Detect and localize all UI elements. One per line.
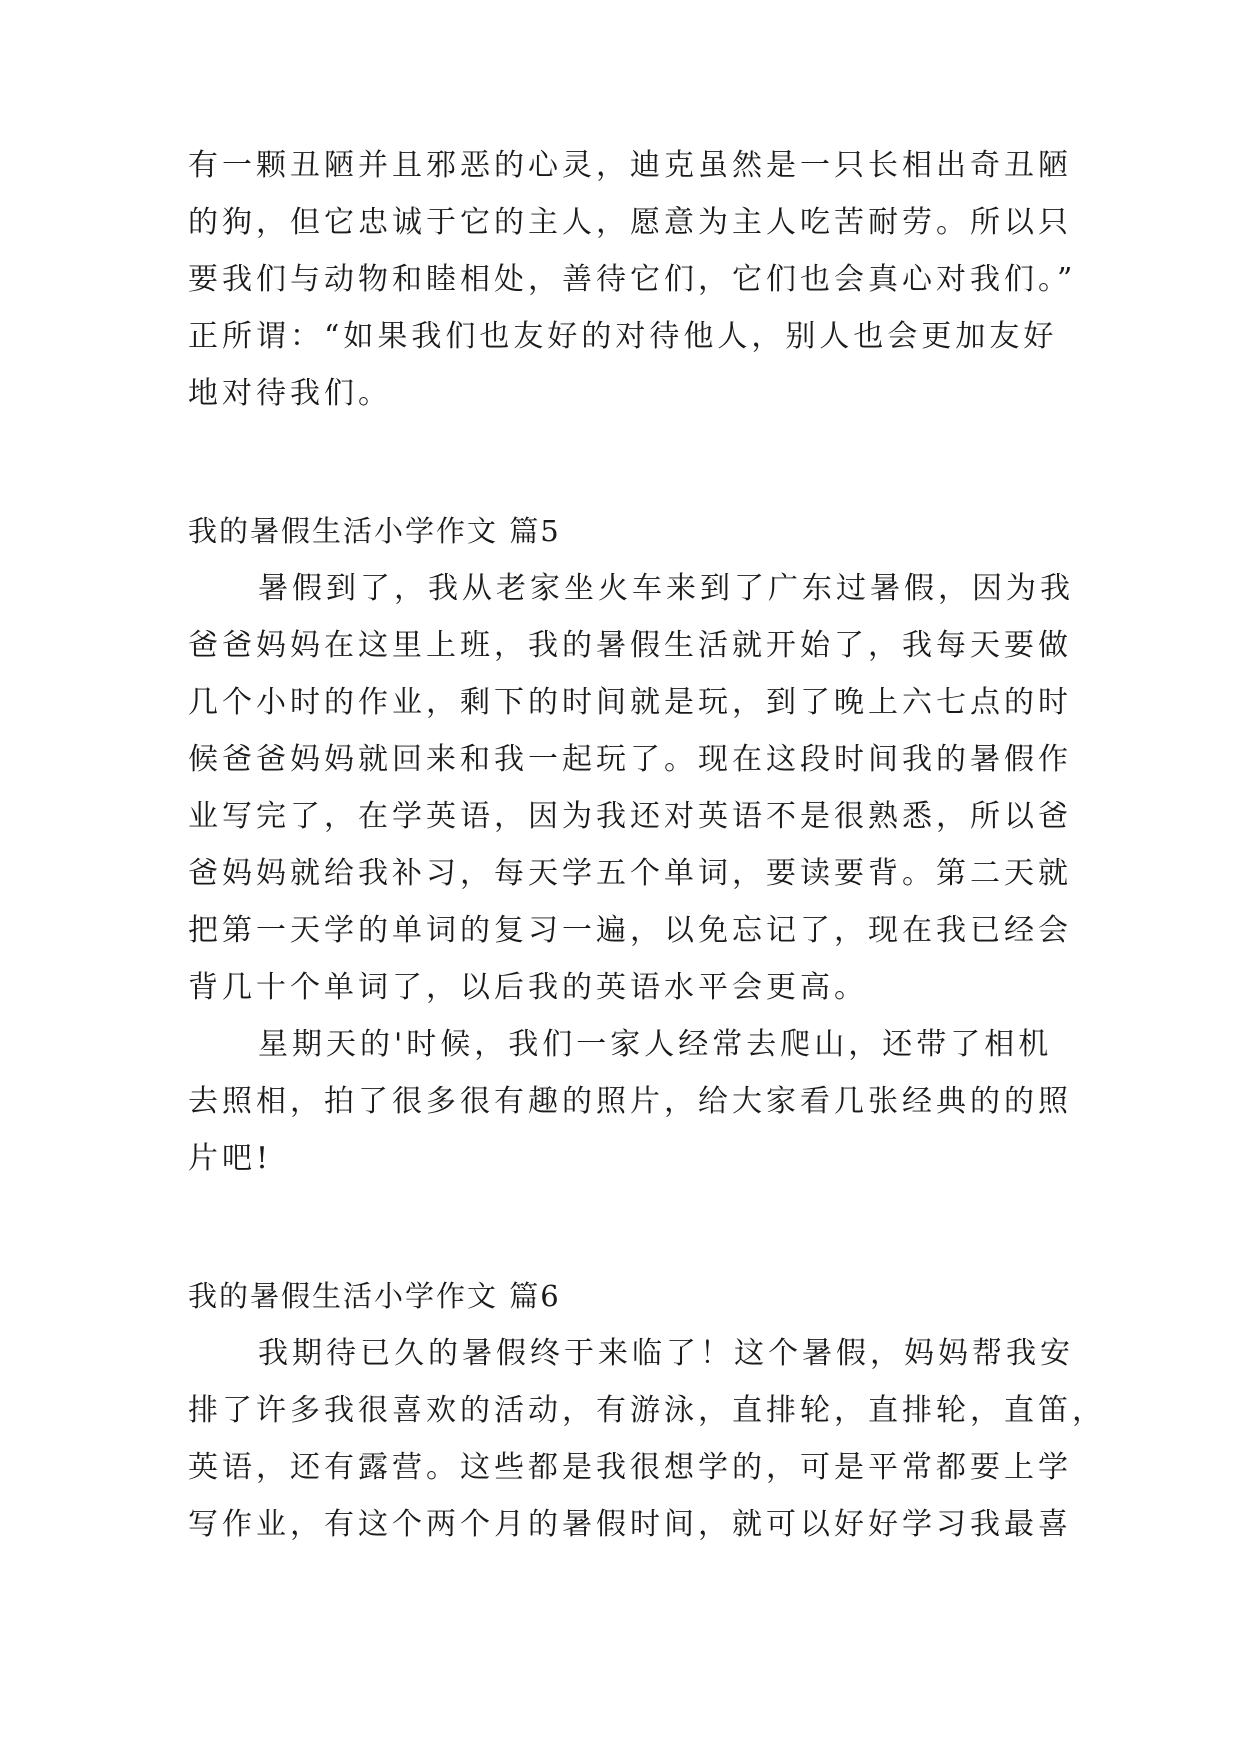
paragraph bbox=[188, 1325, 1106, 1553]
text-line: 背几十个单词了，以后我的英语水平会更高。 bbox=[188, 970, 868, 1005]
text-line: 片吧! bbox=[188, 1141, 273, 1176]
text-line: 把第一天学的单词的复习一遍，以免忘记了，现在我已经会 bbox=[188, 913, 1072, 948]
text-line: 地对待我们。 bbox=[188, 376, 392, 411]
text-line: 暑假到了，我从老家坐火车来到了广东过暑假，因为我 bbox=[258, 571, 1074, 606]
paragraph bbox=[188, 1016, 1072, 1187]
section-6 bbox=[188, 1268, 1106, 1553]
text-line: 英语，还有露营。这些都是我很想学的，可是平常都要上学 bbox=[188, 1450, 1072, 1485]
section-5 bbox=[188, 503, 1074, 1187]
text-line: 候爸爸妈妈就回来和我一起玩了。现在这段时间我的暑假作 bbox=[188, 742, 1072, 777]
text-line: 排了许多我很喜欢的活动，有游泳，直排轮，直排轮，直笛， bbox=[188, 1393, 1106, 1428]
text-line: 爸妈妈就给我补习，每天学五个单词，要读要背。第二天就 bbox=[188, 856, 1072, 891]
text-line: 正所谓：“如果我们也友好的对待他人，别人也会更加友好 bbox=[188, 319, 1058, 354]
text-line: 的狗，但它忠诚于它的主人，愿意为主人吃苦耐劳。所以只 bbox=[188, 205, 1072, 240]
paragraph bbox=[188, 560, 1074, 1016]
section-heading: 我的暑假生活小学作文 篇5 bbox=[188, 514, 561, 548]
continued-paragraph bbox=[188, 137, 1077, 422]
text-line: 有一颗丑陋并且邪恶的心灵，迪克虽然是一只长相出奇丑陋 bbox=[188, 148, 1072, 183]
text-line: 几个小时的作业，剩下的时间就是玩，到了晚上六七点的时 bbox=[188, 685, 1072, 720]
text-line: 我期待已久的暑假终于来临了！这个暑假，妈妈帮我安 bbox=[258, 1336, 1074, 1371]
text-line: 业写完了，在学英语，因为我还对英语不是很熟悉，所以爸 bbox=[188, 799, 1072, 834]
text-line: 去照相，拍了很多很有趣的照片，给大家看几张经典的的照 bbox=[188, 1084, 1072, 1119]
text-line: 写作业，有这个两个月的暑假时间，就可以好好学习我最喜 bbox=[188, 1507, 1072, 1542]
text-line: 星期天的'时候，我们一家人经常去爬山，还带了相机 bbox=[258, 1027, 1053, 1062]
text-line: 要我们与动物和睦相处，善待它们，它们也会真心对我们。” bbox=[188, 262, 1077, 297]
section-heading: 我的暑假生活小学作文 篇6 bbox=[188, 1279, 561, 1313]
text-line: 爸爸妈妈在这里上班，我的暑假生活就开始了，我每天要做 bbox=[188, 628, 1072, 663]
